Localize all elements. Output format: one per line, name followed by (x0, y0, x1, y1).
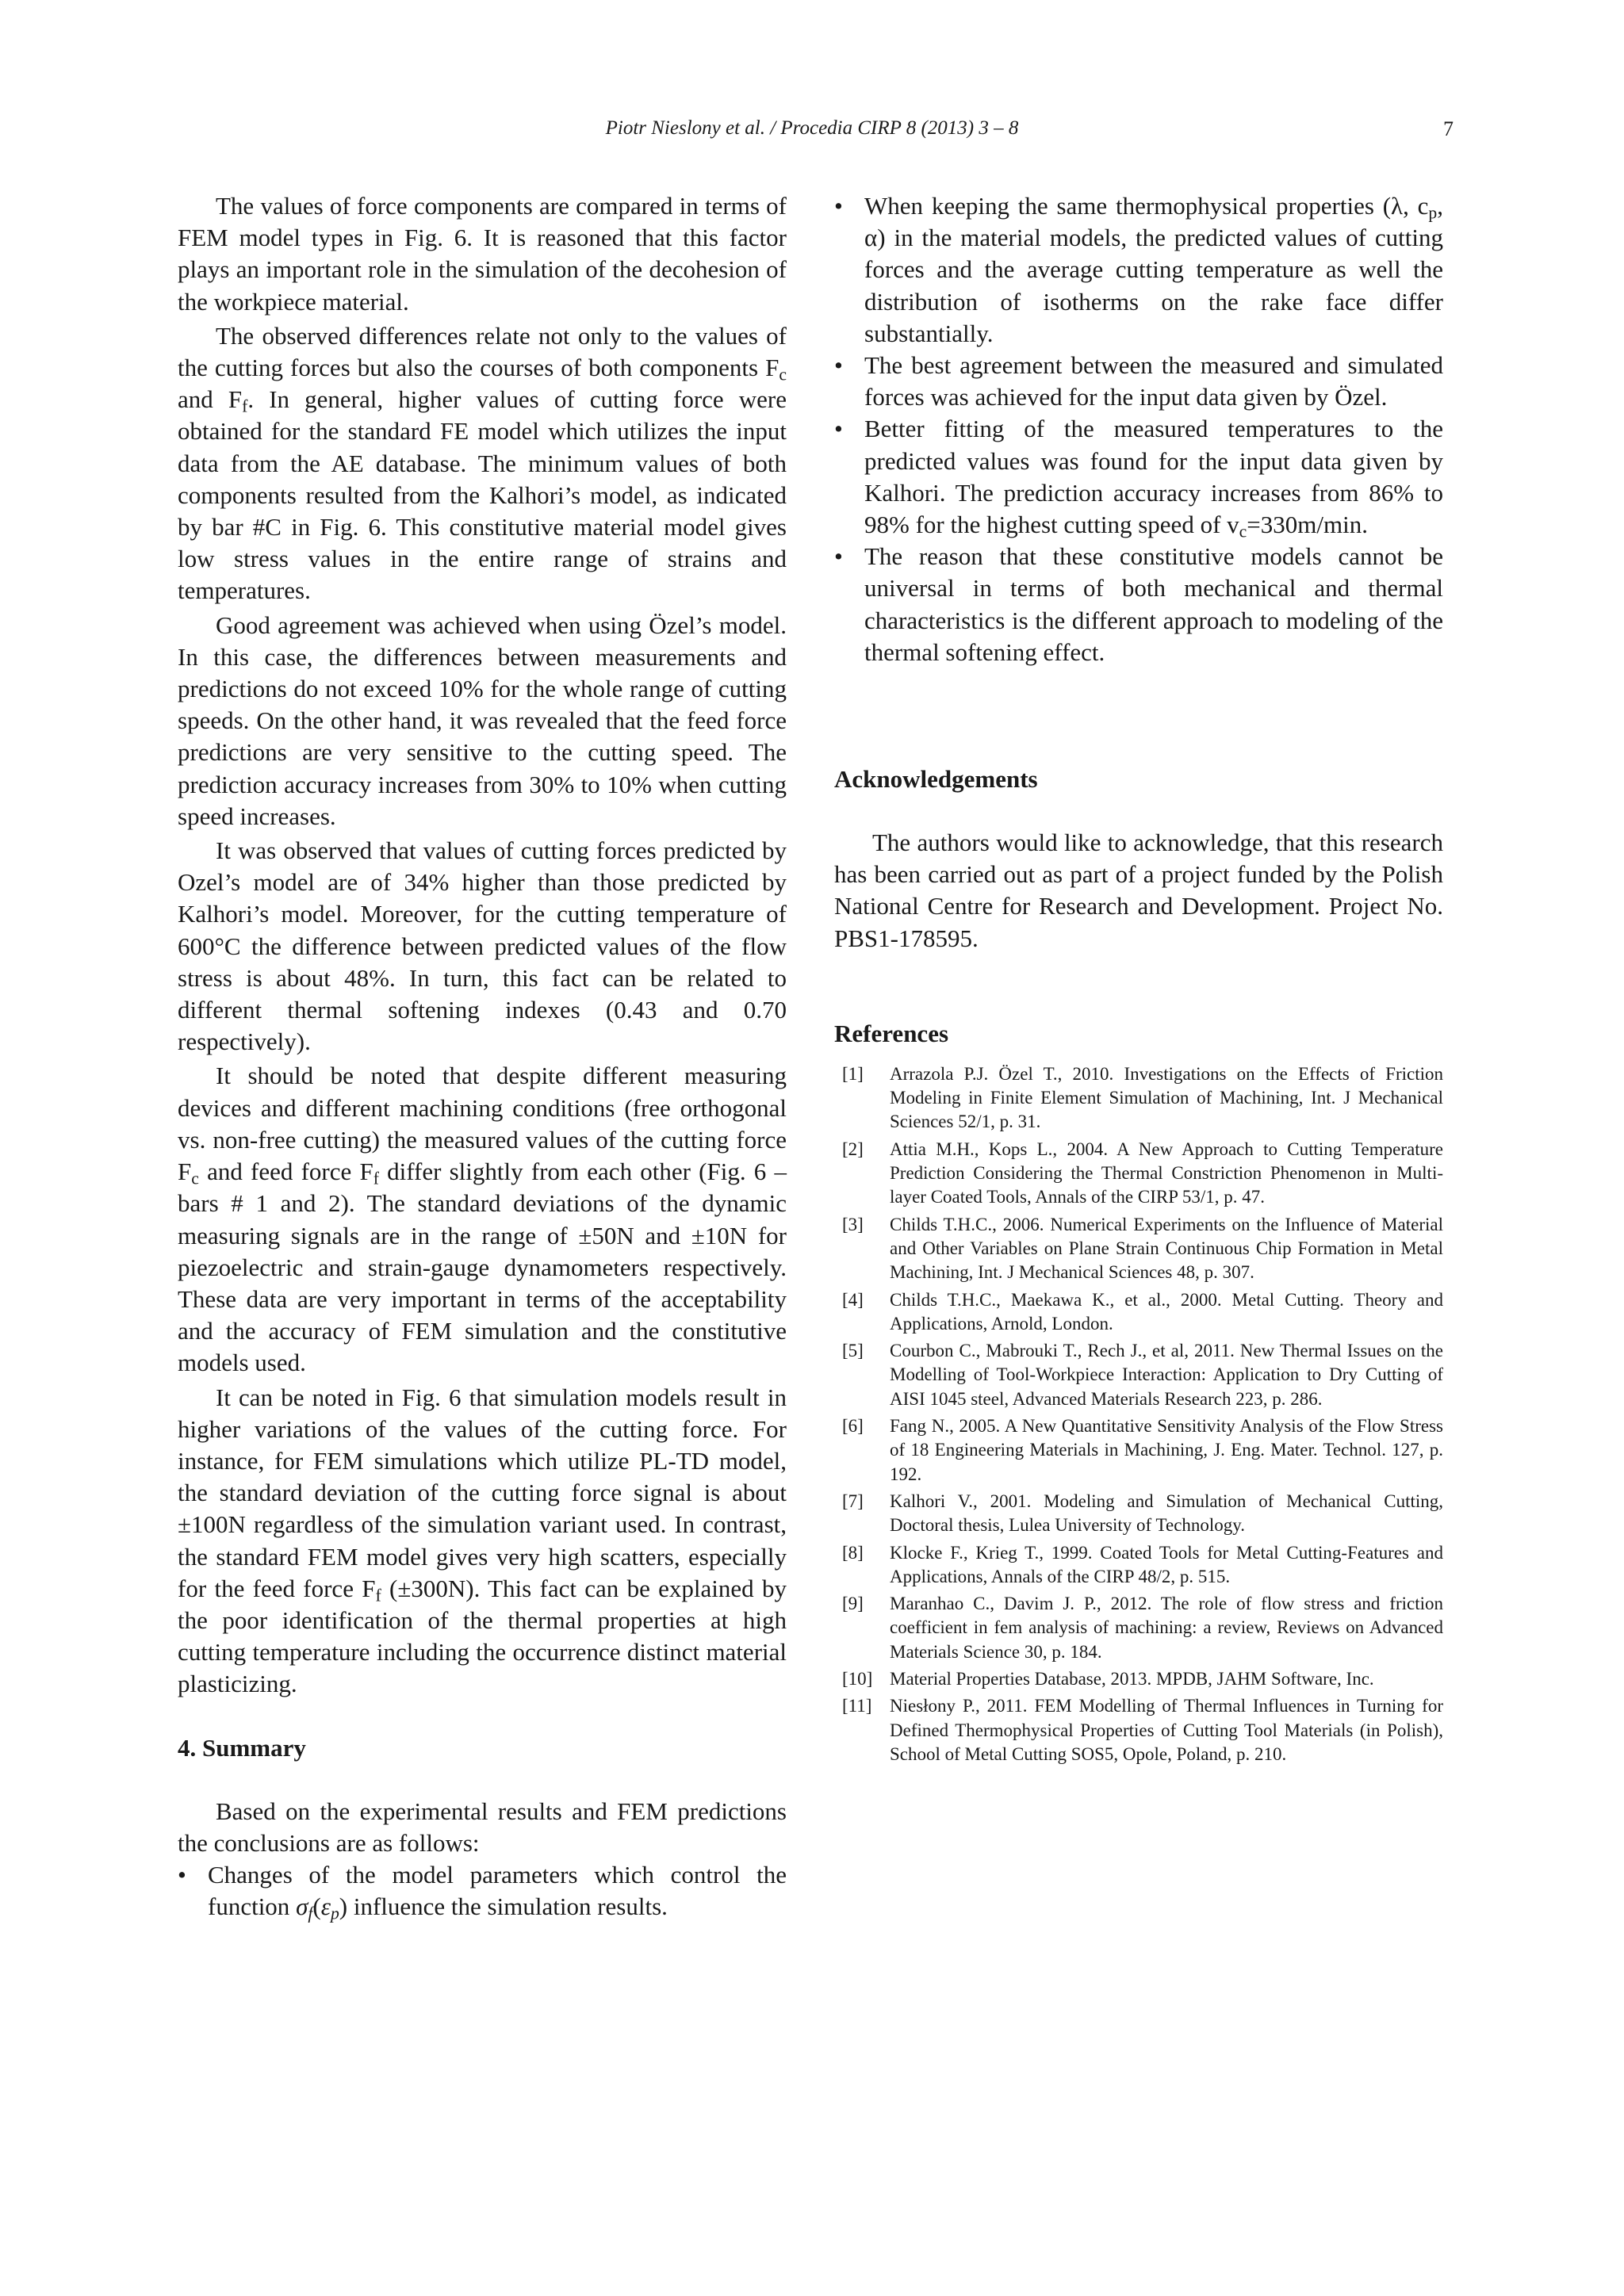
reference-number: [2] (842, 1138, 864, 1159)
reference-text: Arrazola P.J. Özel T., 2010. Investigations on the Effects of Friction Modeling in Finite Element Simulation of Machining, Int. J Mechanical Sciences 52/1, p. 31. (890, 1063, 1443, 1132)
bullet-mark: • (834, 415, 843, 443)
reference-number: [11] (842, 1696, 872, 1716)
paragraph: The observed differences relate not only to the values of the cutting forces but also the courses of both components $F_c$ and $F_f$. In general, higher values of cutting force were obtained for the standard FE model which utilizes the input data from the AE database. The minimum values of both components resulted from the Kalhori’s model, as indicated by bar #C in Fig. 6. This constitutive material model gives low stress values in the entire range of strains and temperatures. (178, 321, 787, 605)
page-header (0, 117, 1624, 149)
reference-text: Childs T.H.C., 2006. Numerical Experiments on the Influence of Material and Other Variables on Plane Strain Continuous Chip Formation in Metal Machining, Int. J Mechanical Sciences 48, p. 307. (890, 1214, 1443, 1283)
reference-text: Niesłony P., 2011. FEM Modelling of Thermal Influences in Turning for Defined Thermophysical Properties of Cutting Tool Materials (in Polish), School of Metal Cutting SOS5, Opole, Poland, p. 210. (890, 1696, 1443, 1764)
left-column (178, 190, 787, 1923)
summary-intro-block (178, 1796, 787, 1859)
reference-number: [1] (842, 1063, 864, 1084)
summary-list-left (178, 1859, 787, 1923)
bullet-mark: • (834, 192, 843, 220)
reference-text: Childs T.H.C., Maekawa K., et al., 2000. Metal Cutting. Theory and Applications, Arnold, London. (890, 1289, 1443, 1334)
reference-item (834, 1694, 1443, 1766)
acknowledgements-heading: Acknowledgements (834, 765, 1038, 794)
reference-item (834, 1592, 1443, 1664)
summary-intro: Based on the experimental results and FEM predictions the conclusions are as follows: (178, 1797, 787, 1857)
reference-item (834, 1062, 1443, 1135)
reference-number: [7] (842, 1490, 864, 1511)
reference-number: [3] (842, 1214, 864, 1234)
discussion-text (178, 190, 787, 1701)
summary-bullet-text: When keeping the same thermophysical properties (λ, $c_p$, α) in the material models, the predicted values of cutting forces and the average cutting temperature as well the distribution of isotherms on the rake face differ substantially. (864, 192, 1443, 347)
reference-item (834, 1667, 1443, 1691)
reference-text: Maranhao C., Davim J. P., 2012. The role of flow stress and friction coefficient in fem analysis of machining: a review, Reviews on Advanced Materials Science 30, p. 184. (890, 1594, 1443, 1662)
reference-number: [8] (842, 1542, 864, 1563)
reference-item (834, 1288, 1443, 1337)
reference-number: [5] (842, 1341, 864, 1361)
reference-text: Courbon C., Mabrouki T., Rech J., et al, 2011. New Thermal Issues on the Modelling of Tool-Workpiece Interaction: Application to Dry Cutting of AISI 1045 steel, Advanced Materials Research 223, p. 286. (890, 1341, 1443, 1409)
paragraph: Good agreement was achieved when using Özel’s model. In this case, the differences between measurements and predictions do not exceed 10% for the whole range of cutting speeds. On the other hand, it was revealed that the feed force predictions are very sensitive to the cutting speed. The prediction accuracy increases from 30% to 10% when cutting speed increases. (178, 610, 787, 830)
reference-text: Material Properties Database, 2013. MPDB, JAHM Software, Inc. (890, 1668, 1374, 1689)
summary-bullet (834, 541, 1443, 668)
reference-text: Attia M.H., Kops L., 2004. A New Approach to Cutting Temperature Prediction Considering the Thermal Constriction Phenomenon in Multi-layer Coated Tools, Annals of the CIRP 53/1, p. 47. (890, 1138, 1443, 1207)
page-number: 7 (1443, 117, 1454, 140)
paragraph: The values of force components are compared in terms of FEM model types in Fig. 6. It is reasoned that this factor plays an important role in the simulation of the decohesion of the workpiece material. (178, 192, 787, 316)
summary-bullet-text: The best agreement between the measured and simulated forces was achieved for the input data given by Özel. (864, 351, 1443, 411)
bullet-mark: • (178, 1860, 186, 1888)
reference-text: Kalhori V., 2001. Modeling and Simulation of Mechanical Cutting, Doctoral thesis, Lulea University of Technology. (890, 1490, 1443, 1536)
references-heading: References (834, 1019, 949, 1047)
bullet-mark: • (834, 351, 843, 380)
reference-item (834, 1541, 1443, 1590)
right-column (834, 190, 1443, 1770)
reference-text: Fang N., 2005. A New Quantitative Sensitivity Analysis of the Flow Stress of 18 Engineering Materials in Machining, J. Eng. Mater. Technol. 127, p. 192. (890, 1416, 1443, 1484)
reference-number: [6] (842, 1416, 864, 1437)
paragraph: It can be noted in Fig. 6 that simulation models result in higher variations of the values of the cutting force. For instance, for FEM simulations which utilize PL-TD model, the standard deviation of the cutting force signal is about ±100N regardless of the simulation variant used. In contrast, the standard FEM model gives very high scatters, especially for the feed force $F_f$ (±300N). This fact can be explained by the poor identification of the thermal properties at high cutting temperature including the occurrence distinct material plasticizing. (178, 1383, 787, 1698)
summary-bullet-text: Better fitting of the measured temperatures to the predicted values was found for the input data given by Kalhori. The prediction accuracy increases from 86% to 98% for the highest cutting speed of $v_c=330m/\min$. (864, 415, 1443, 541)
summary-list-right (834, 190, 1443, 668)
reference-number: [9] (842, 1594, 864, 1614)
summary-heading: 4. Summary (178, 1733, 306, 1762)
summary-bullet-text: The reason that these constitutive models cannot be universal in terms of both mechanical and thermal characteristics is the different approach to modeling of the thermal softening effect. (864, 542, 1443, 666)
summary-bullet (834, 190, 1443, 350)
paragraph: It should be noted that despite different measuring devices and different machining conditions (free orthogonal vs. non-free cutting) the measured values of the cutting force $F_c$ and feed force $F_f$ differ slightly from each other (Fig. 6 – bars # 1 and 2). The standard deviations of the dynamic measuring signals are in the range of ±50N and ±10N for piezoelectric and strain-gauge dynamometers respectively. These data are very important in terms of the acceptability and the accuracy of FEM simulation and the constitutive models used. (178, 1062, 787, 1377)
references-list (834, 1062, 1443, 1766)
reference-item (834, 1339, 1443, 1411)
reference-item (834, 1213, 1443, 1285)
summary-bullet-text: Changes of the model parameters which control the function $\sigma_f(\varepsilon_p)$ influence the simulation results. (208, 1860, 787, 1923)
reference-item (834, 1138, 1443, 1210)
reference-number: [10] (842, 1668, 873, 1689)
summary-bullet (178, 1859, 787, 1923)
summary-bullet (834, 350, 1443, 413)
paragraph: It was observed that values of cutting forces predicted by Ozel’s model are of 34% higher than those predicted by Kalhori’s model. Moreover, for the cutting temperature of 600°C the difference between predicted values of the flow stress is about 48%. In turn, this fact can be related to different thermal softening indexes (0.43 and 0.70 respectively). (178, 836, 787, 1056)
reference-item (834, 1490, 1443, 1538)
acknowledgements-paragraph: The authors would like to acknowledge, that this research has been carried out as part of a project funded by the Polish National Centre for Research and Development. Project No. PBS1-178595. (834, 828, 1443, 952)
reference-number: [4] (842, 1289, 864, 1310)
summary-bullet (834, 413, 1443, 541)
reference-text: Klocke F., Krieg T., 1999. Coated Tools for Metal Cutting-Features and Applications, Annals of the CIRP 48/2, p. 515. (890, 1542, 1443, 1586)
bullet-mark: • (834, 542, 843, 571)
acknowledgements-text (834, 827, 1443, 955)
running-title: Piotr Nieslony et al. / Procedia CIRP 8 (2013) 3 – 8 (605, 117, 1019, 139)
reference-item (834, 1414, 1443, 1487)
